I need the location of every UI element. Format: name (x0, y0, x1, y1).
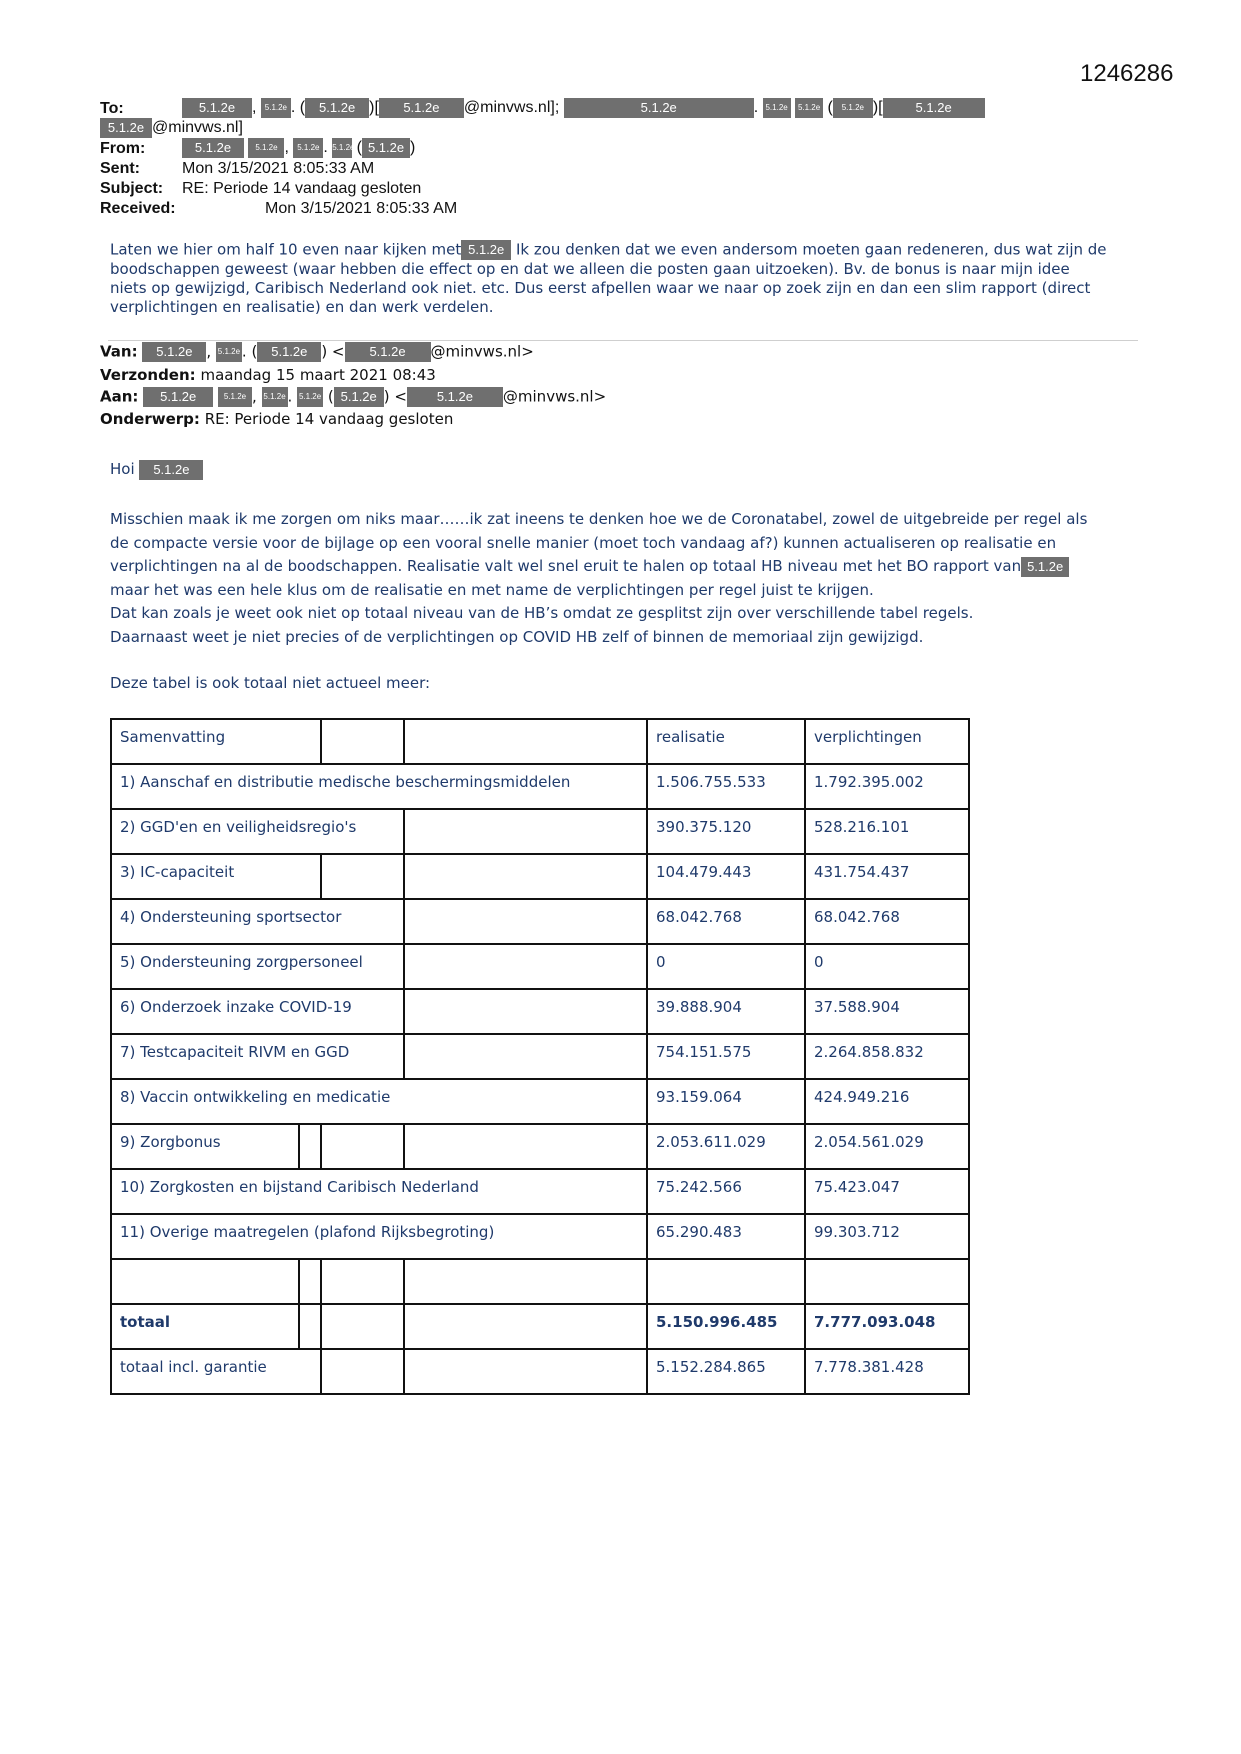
table-empty-cell (404, 989, 647, 1034)
table-empty-cell (404, 854, 647, 899)
to-label: To: (100, 100, 124, 117)
reply-body: Laten we hier om half 10 even naar kijken met 5.1.2e Ik zou denken dat we even andersom moeten gaan redeneren, dus wat zijn de boodschappen geweest (waar hebben die effect op en dat we alleen die posten gaan uitzoeken). Bv. de bonus is naar mijn idee niets op gewijzigd, Caribisch Nederland ook niet. etc. Dus eerst afpellen waar we naar op zoek zijn en dan een slim rapport (direct verplichtingen en realisatie) en dan werk verdelen. (110, 240, 1107, 316)
from-value: 5.1.2e 5.1.2e , 5.1.2e . 5.1.2e ( 5.1.2e ) (182, 138, 415, 158)
redaction: 5.1.2e (139, 460, 203, 480)
redaction: 5.1.2e (182, 138, 244, 158)
table-empty-cell (321, 719, 404, 764)
redaction: 5.1.2e (833, 98, 873, 118)
redaction: 5.1.2e (305, 98, 369, 118)
separator-line (108, 340, 1138, 341)
table-value-cell: 390.375.120 (647, 809, 805, 854)
redaction: 5.1.2e (883, 98, 985, 118)
table-empty-cell (647, 1259, 805, 1304)
table-label-cell: totaal incl. garantie (111, 1349, 321, 1394)
quoted-van: Van: 5.1.2e , 5.1.2e . ( 5.1.2e ) < 5.1.2e @minvws.nl> (100, 342, 534, 361)
table-value-cell: 2.053.611.029 (647, 1124, 805, 1169)
table-empty-cell (321, 1259, 404, 1304)
table-row-empty (111, 1259, 969, 1304)
received-label: Received: (100, 200, 176, 217)
table-label-cell: 2) GGD'en en veiligheidsregio's (111, 809, 404, 854)
to-recipients-cont (100, 118, 243, 138)
received-value: Mon 3/15/2021 8:05:33 AM (265, 200, 458, 217)
table-value-cell: 7.778.381.428 (805, 1349, 969, 1394)
table-row (111, 1214, 969, 1259)
table-value-cell: 528.216.101 (805, 809, 969, 854)
summary-table (110, 718, 970, 1395)
table-label-cell: 5) Ondersteuning zorgpersoneel (111, 944, 404, 989)
redaction: 5.1.2e (334, 387, 384, 407)
table-intro: Deze tabel is ook totaal niet actueel meer: (110, 674, 431, 692)
redaction: 5.1.2e (379, 98, 464, 118)
table-label-cell: 1) Aanschaf en distributie medische beschermingsmiddelen (111, 764, 647, 809)
table-value-cell: 754.151.575 (647, 1034, 805, 1079)
sent-label: Sent: (100, 160, 140, 177)
table-row (111, 944, 969, 989)
table-row-totaal-garantie (111, 1349, 969, 1394)
table-value-cell: 5.152.284.865 (647, 1349, 805, 1394)
table-value-cell: 1.792.395.002 (805, 764, 969, 809)
quoted-paragraph: Misschien maak ik me zorgen om niks maar……ik zat ineens te denken hoe we de Coronatabel, zowel de uitgebreide per regel als de compacte versie voor de bijlage op een vooral snelle manier (moet toch vandaag af?) kunnen actualiseren op realisatie en verplichtingen na al de boodschappen. Realisatie valt wel snel eruit te halen op totaal HB niveau met het BO rapport van 5.1.2e maar het was een hele klus om de realisatie en met name de verplichtingen per regel juist te krijgen. Dat kan zoals je weet ook niet op totaal niveau van de HB’s omdat ze gesplitst zijn over verschillende tabel regels. Daarnaast weet je niet precies of de verplichtingen op COVID HB zelf of binnen de memoriaal zijn gewijzigd. (110, 510, 1088, 646)
table-row (111, 1124, 969, 1169)
table-row-totaal (111, 1304, 969, 1349)
from-label: From: (100, 140, 146, 157)
redaction: 5.1.2e (262, 387, 288, 407)
quoted-onderwerp: Onderwerp: RE: Periode 14 vandaag gesloten (100, 410, 454, 428)
table-empty-cell (321, 1304, 404, 1349)
table-row (111, 809, 969, 854)
table-value-cell: 2.264.858.832 (805, 1034, 969, 1079)
redaction: 5.1.2e (182, 98, 252, 118)
redaction: 5.1.2e (248, 138, 284, 158)
table-value-cell: 0 (805, 944, 969, 989)
table-value-cell: 65.290.483 (647, 1214, 805, 1259)
table-empty-cell (404, 899, 647, 944)
table-value-cell: 5.150.996.485 (647, 1304, 805, 1349)
table-header-cell: Samenvatting (111, 719, 321, 764)
redaction: 5.1.2e (261, 98, 291, 118)
redaction: 5.1.2e (216, 342, 242, 362)
table-value-cell: 424.949.216 (805, 1079, 969, 1124)
greeting: Hoi 5.1.2e (110, 458, 1140, 482)
table-row (111, 989, 969, 1034)
sent-value: Mon 3/15/2021 8:05:33 AM (182, 160, 375, 177)
table-empty-cell (404, 1124, 647, 1169)
table-empty-cell (111, 1259, 321, 1304)
table-label-cell: 10) Zorgkosten en bijstand Caribisch Nederland (111, 1169, 647, 1214)
quoted-aan: Aan: 5.1.2e 5.1.2e , 5.1.2e . 5.1.2e ( 5.1.2e ) < 5.1.2e @minvws.nl> (100, 387, 607, 406)
table-empty-cell (404, 1259, 647, 1304)
redaction: 5.1.2e (345, 342, 431, 362)
table-header-cell: verplichtingen (805, 719, 969, 764)
redaction: 5.1.2e (293, 138, 323, 158)
table-value-cell: 37.588.904 (805, 989, 969, 1034)
redaction: 5.1.2e (143, 387, 213, 407)
table-label-cell: 11) Overige maatregelen (plafond Rijksbegroting) (111, 1214, 647, 1259)
table-value-cell: 1.506.755.533 (647, 764, 805, 809)
table-value-cell: 0 (647, 944, 805, 989)
to-recipients: 5.1.2e , 5.1.2e . ( 5.1.2e )[ 5.1.2e @minvws.nl]; 5.1.2e . 5.1.2e 5.1.2e ( 5.1.2e )[ 5.1.2e (182, 98, 985, 118)
table-value-cell: 7.777.093.048 (805, 1304, 969, 1349)
table-label-cell: 9) Zorgbonus (111, 1124, 321, 1169)
table-value-cell: 68.042.768 (647, 899, 805, 944)
table-value-cell: 75.423.047 (805, 1169, 969, 1214)
table-row (111, 764, 969, 809)
table-label-cell: 3) IC-capaciteit (111, 854, 321, 899)
table-value-cell: 93.159.064 (647, 1079, 805, 1124)
table-empty-cell (404, 1349, 647, 1394)
redaction: 5.1.2e (142, 342, 206, 362)
table-empty-cell (404, 719, 647, 764)
redaction: 5.1.2e (297, 387, 323, 407)
table-label-cell: 7) Testcapaciteit RIVM en GGD (111, 1034, 404, 1079)
table-value-cell: 75.242.566 (647, 1169, 805, 1214)
table-empty-cell (404, 809, 647, 854)
table-row (111, 854, 969, 899)
table-value-cell: 39.888.904 (647, 989, 805, 1034)
redaction: 5.1.2e (218, 387, 252, 407)
table-header-row (111, 719, 969, 764)
table-header-cell: realisatie (647, 719, 805, 764)
table-row (111, 1079, 969, 1124)
table-label-cell: totaal (111, 1304, 321, 1349)
redaction: 5.1.2e (564, 98, 754, 118)
redaction: 5.1.2e (1021, 557, 1069, 577)
table-label-cell: 4) Ondersteuning sportsector (111, 899, 404, 944)
table-label-cell: 6) Onderzoek inzake COVID-19 (111, 989, 404, 1034)
redaction: 5.1.2e (100, 118, 152, 138)
redaction: 5.1.2e (795, 98, 823, 118)
table-row (111, 899, 969, 944)
redaction: 5.1.2e (407, 387, 503, 407)
redaction: 5.1.2e (362, 138, 410, 158)
email-domain: @minvws.nl]; (463, 99, 560, 117)
email-domain: @minvws.nl] (152, 119, 243, 137)
table-row (111, 1034, 969, 1079)
redaction: 5.1.2e (763, 98, 791, 118)
table-value-cell: 2.054.561.029 (805, 1124, 969, 1169)
subject-label: Subject: (100, 180, 164, 197)
document-id: 1246286 (1080, 60, 1174, 87)
redaction: 5.1.2e (257, 342, 321, 362)
table-empty-cell (805, 1259, 969, 1304)
table-empty-cell (321, 1349, 404, 1394)
redaction: 5.1.2e (332, 138, 352, 158)
table-empty-cell (321, 1124, 404, 1169)
redaction: 5.1.2e (461, 240, 511, 260)
subject-value: RE: Periode 14 vandaag gesloten (182, 180, 422, 197)
table-empty-cell (321, 854, 404, 899)
table-value-cell: 99.303.712 (805, 1214, 969, 1259)
table-label-cell: 8) Vaccin ontwikkeling en medicatie (111, 1079, 647, 1124)
table-value-cell: 68.042.768 (805, 899, 969, 944)
table-value-cell: 104.479.443 (647, 854, 805, 899)
quoted-verzonden: Verzonden: maandag 15 maart 2021 08:43 (100, 366, 436, 384)
table-value-cell: 431.754.437 (805, 854, 969, 899)
table-row (111, 1169, 969, 1214)
table-empty-cell (404, 944, 647, 989)
table-empty-cell (404, 1034, 647, 1079)
table-empty-cell (404, 1304, 647, 1349)
